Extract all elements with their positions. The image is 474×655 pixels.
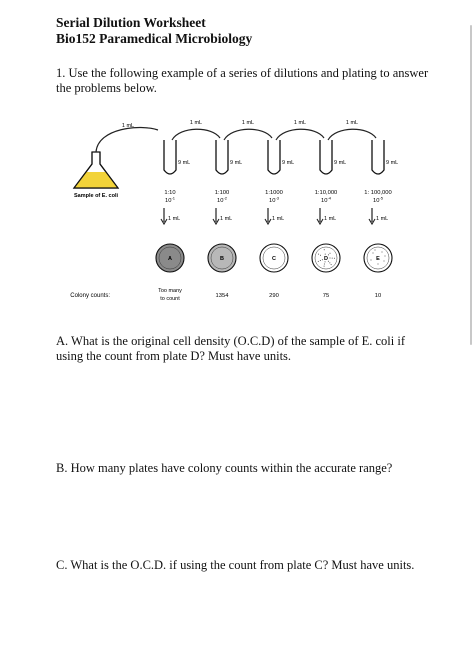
tube-volume-label: 9 mL (386, 160, 399, 166)
question-1-text: 1. Use the following example of a series of dilutions and plating to answer the problems below. (56, 66, 429, 95)
petri-plate (156, 244, 184, 272)
transfer-label: 1 mL (189, 120, 203, 126)
petri-plate (364, 244, 392, 272)
transfer-arrow (172, 129, 220, 140)
dilution-ratio: 1: 100,000 (364, 190, 392, 196)
test-tube (164, 140, 190, 174)
plating-label: 1 mL (272, 216, 285, 222)
transfer-arrow (276, 129, 324, 140)
worksheet-title: Serial Dilution Worksheet (56, 15, 206, 30)
tube-volume-label: 9 mL (334, 160, 347, 166)
colony-count: Too many (158, 288, 182, 294)
test-tube (216, 140, 242, 174)
dilution-power: $10^{-5}$ (372, 195, 384, 204)
petri-plate (312, 244, 340, 272)
dilution-power: $10^{-1}$ (164, 195, 176, 204)
plating-label: 1 mL (168, 216, 181, 222)
tube-body (268, 140, 280, 174)
sample-flask (74, 152, 118, 199)
dilution-ratio: 1:100 (214, 190, 230, 196)
colony-count: 1354 (215, 293, 229, 299)
tube-body (320, 140, 332, 174)
petri-plate (208, 244, 236, 272)
dilution-power: $10^{-3}$ (268, 195, 280, 204)
plating-label: 1 mL (324, 216, 337, 222)
question-c-text: C. What is the O.C.D. if using the count from plate C? Must have units. (56, 558, 415, 572)
tube-body (164, 140, 176, 174)
tube-body (372, 140, 384, 174)
worksheet-title-block (56, 15, 252, 47)
transfer-arrow (224, 129, 272, 140)
question-a-text: A. What is the original cell density (O.C.D) of the sample of E. coli if using the count from plate D? Must have units. (56, 334, 405, 363)
colony-count: 10 (374, 293, 382, 299)
test-tube (268, 140, 294, 174)
plate-label: B (220, 256, 224, 262)
transfer-label: 1 mL (293, 120, 307, 126)
dilution-power: $10^{-2}$ (216, 195, 228, 204)
petri-plate (260, 244, 288, 272)
serial-dilution-diagram (0, 110, 474, 315)
colony-counts-label: Colony counts: (70, 293, 110, 299)
test-tube (372, 140, 398, 174)
question-b-text: B. How many plates have colony counts within the accurate range? (56, 461, 393, 475)
colony-count: 290 (269, 293, 279, 299)
tube-body (216, 140, 228, 174)
plating-label: 1 mL (220, 216, 233, 222)
transfer-arrow-flask (96, 128, 158, 152)
dilution-ratio: 1:10,000 (314, 190, 338, 196)
plating-label: 1 mL (376, 216, 389, 222)
test-tube (320, 140, 346, 174)
transfer-label: 1 mL (121, 123, 135, 129)
tube-volume-label: 9 mL (178, 160, 191, 166)
plate-label: C (272, 256, 276, 262)
flask-label: Sample of E. coli (73, 193, 119, 199)
tube-volume-label: 9 mL (282, 160, 295, 166)
dilution-ratio: 1:10 (164, 190, 176, 196)
transfer-arrow (328, 129, 376, 140)
colony-count: to count (160, 296, 180, 302)
plate-label: A (168, 256, 172, 262)
plate-label: E (376, 256, 380, 262)
dilution-ratio: 1:1000 (265, 190, 283, 196)
dilution-power: $10^{-4}$ (320, 195, 332, 204)
course-title: Bio152 Paramedical Microbiology (56, 31, 253, 46)
vertical-scrollbar[interactable] (470, 25, 472, 345)
transfer-label: 1 mL (241, 120, 255, 126)
transfer-label: 1 mL (345, 120, 359, 126)
tube-volume-label: 9 mL (230, 160, 243, 166)
plate-label: D (324, 256, 328, 262)
colony-count: 75 (322, 293, 330, 299)
